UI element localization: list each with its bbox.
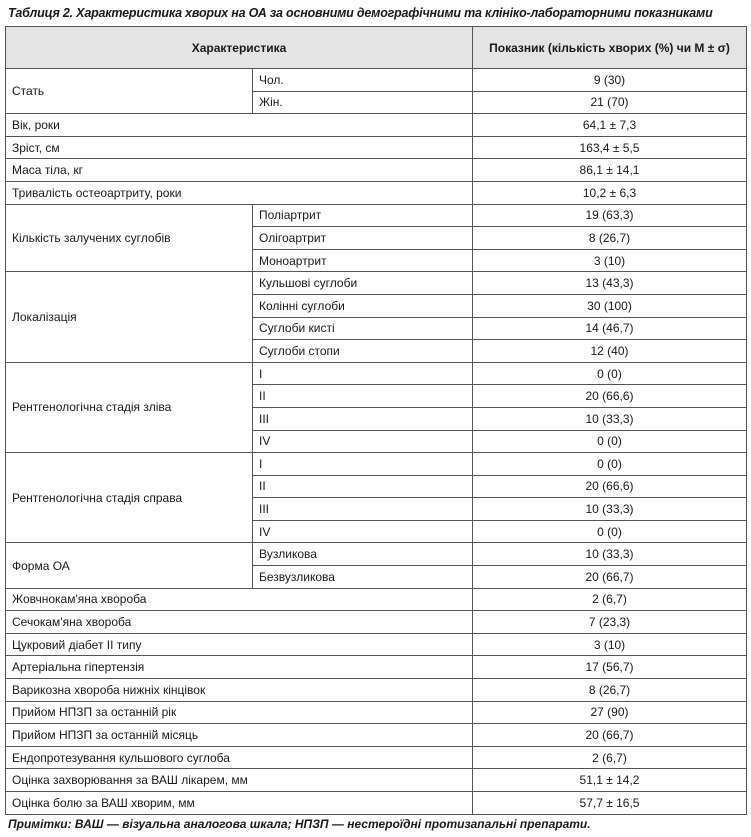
table-row [6, 204, 747, 227]
row-label: Жовчнокам'яна хвороба [6, 588, 473, 611]
header-indicator: Показник (кількість хворих (%) чи M ± σ) [473, 27, 747, 69]
row-label: Артеріальна гіпертензія [6, 656, 473, 679]
value-cell: 3 (10) [473, 249, 747, 272]
value-cell: 10 (33,3) [473, 498, 747, 521]
table-caption: Таблиця 2. Характеристика хворих на ОА за основними демографічними та клініко-лабораторними показниками [8, 6, 713, 20]
value-cell: 30 (100) [473, 294, 747, 317]
value-cell: 20 (66,7) [473, 724, 747, 747]
value-cell: 10 (33,3) [473, 543, 747, 566]
row-label: Цукровий діабет ІІ типу [6, 633, 473, 656]
table-row [6, 588, 747, 611]
value-cell: 20 (66,7) [473, 566, 747, 589]
value-cell: 86,1 ± 14,1 [473, 159, 747, 182]
value-cell: 0 (0) [473, 430, 747, 453]
value-cell: 12 (40) [473, 340, 747, 363]
table-row [6, 362, 747, 385]
row-label-xray-left: Рентгенологічна стадія зліва [6, 362, 253, 452]
sublabel: ІІ [253, 475, 473, 498]
value-cell: 13 (43,3) [473, 272, 747, 295]
value-cell: 10,2 ± 6,3 [473, 181, 747, 204]
row-label-localization: Локалізація [6, 272, 253, 362]
value-cell: 3 (10) [473, 633, 747, 656]
value-cell: 163,4 ± 5,5 [473, 136, 747, 159]
value-cell: 19 (63,3) [473, 204, 747, 227]
row-label: Оцінка захворювання за ВАШ лікарем, мм [6, 769, 473, 792]
table-row [6, 724, 747, 747]
row-label: Сечокам'яна хвороба [6, 611, 473, 634]
table-row [6, 769, 747, 792]
value-cell: 8 (26,7) [473, 227, 747, 250]
row-label: Вік, роки [6, 114, 473, 137]
row-label-form: Форма ОА [6, 543, 253, 588]
sublabel: Кульшові суглоби [253, 272, 473, 295]
table-row [6, 701, 747, 724]
sublabel: І [253, 362, 473, 385]
table-row [6, 679, 747, 702]
value-cell: 0 (0) [473, 520, 747, 543]
value-cell: 14 (46,7) [473, 317, 747, 340]
sublabel: Колінні суглоби [253, 294, 473, 317]
row-label: Маса тіла, кг [6, 159, 473, 182]
row-label: Ендопротезування кульшового суглоба [6, 746, 473, 769]
value-cell: 2 (6,7) [473, 746, 747, 769]
table-row [6, 633, 747, 656]
table-row [6, 611, 747, 634]
table-row [6, 453, 747, 476]
sublabel: ІІІ [253, 498, 473, 521]
sublabel: Вузликова [253, 543, 473, 566]
table-header-row [6, 27, 747, 69]
table-row [6, 792, 747, 815]
table-row [6, 656, 747, 679]
table-footnote: Примітки: ВАШ — візуальна аналогова шкала; НПЗП — нестероїдні протизапальні препарати. [8, 817, 591, 831]
table-row [6, 543, 747, 566]
value-cell: 2 (6,7) [473, 588, 747, 611]
row-label-joints: Кількість залучених суглобів [6, 204, 253, 272]
value-cell: 7 (23,3) [473, 611, 747, 634]
table-row [6, 136, 747, 159]
sublabel: ІІІ [253, 407, 473, 430]
value-cell: 20 (66,6) [473, 385, 747, 408]
sublabel: Безвузликова [253, 566, 473, 589]
table-row [6, 181, 747, 204]
sublabel: ІV [253, 520, 473, 543]
sublabel: Жін. [253, 91, 473, 114]
row-label-sex: Стать [6, 69, 253, 114]
table-row [6, 114, 747, 137]
characteristics-table [5, 26, 747, 815]
sublabel: Поліартрит [253, 204, 473, 227]
value-cell: 64,1 ± 7,3 [473, 114, 747, 137]
value-cell: 8 (26,7) [473, 679, 747, 702]
value-cell: 0 (0) [473, 362, 747, 385]
table-row [6, 69, 747, 92]
row-label-xray-right: Рентгенологічна стадія справа [6, 453, 253, 543]
table-row [6, 272, 747, 295]
value-cell: 21 (70) [473, 91, 747, 114]
row-label: Прийом НПЗП за останній рік [6, 701, 473, 724]
value-cell: 51,1 ± 14,2 [473, 769, 747, 792]
sublabel: Олігоартрит [253, 227, 473, 250]
sublabel: Суглоби стопи [253, 340, 473, 363]
value-cell: 10 (33,3) [473, 407, 747, 430]
row-label: Оцінка болю за ВАШ хворим, мм [6, 792, 473, 815]
value-cell: 27 (90) [473, 701, 747, 724]
sublabel: ІV [253, 430, 473, 453]
sublabel: Суглоби кисті [253, 317, 473, 340]
row-label: Зріст, см [6, 136, 473, 159]
table-row [6, 159, 747, 182]
value-cell: 20 (66,6) [473, 475, 747, 498]
table-row [6, 746, 747, 769]
value-cell: 0 (0) [473, 453, 747, 476]
header-characteristic: Характеристика [6, 27, 473, 69]
value-cell: 9 (30) [473, 69, 747, 92]
row-label: Тривалість остеоартриту, роки [6, 181, 473, 204]
sublabel: ІІ [253, 385, 473, 408]
sublabel: Моноартрит [253, 249, 473, 272]
sublabel: Чол. [253, 69, 473, 92]
row-label: Прийом НПЗП за останній місяць [6, 724, 473, 747]
row-label: Варикозна хвороба нижніх кінцівок [6, 679, 473, 702]
value-cell: 57,7 ± 16,5 [473, 792, 747, 815]
value-cell: 17 (56,7) [473, 656, 747, 679]
sublabel: І [253, 453, 473, 476]
